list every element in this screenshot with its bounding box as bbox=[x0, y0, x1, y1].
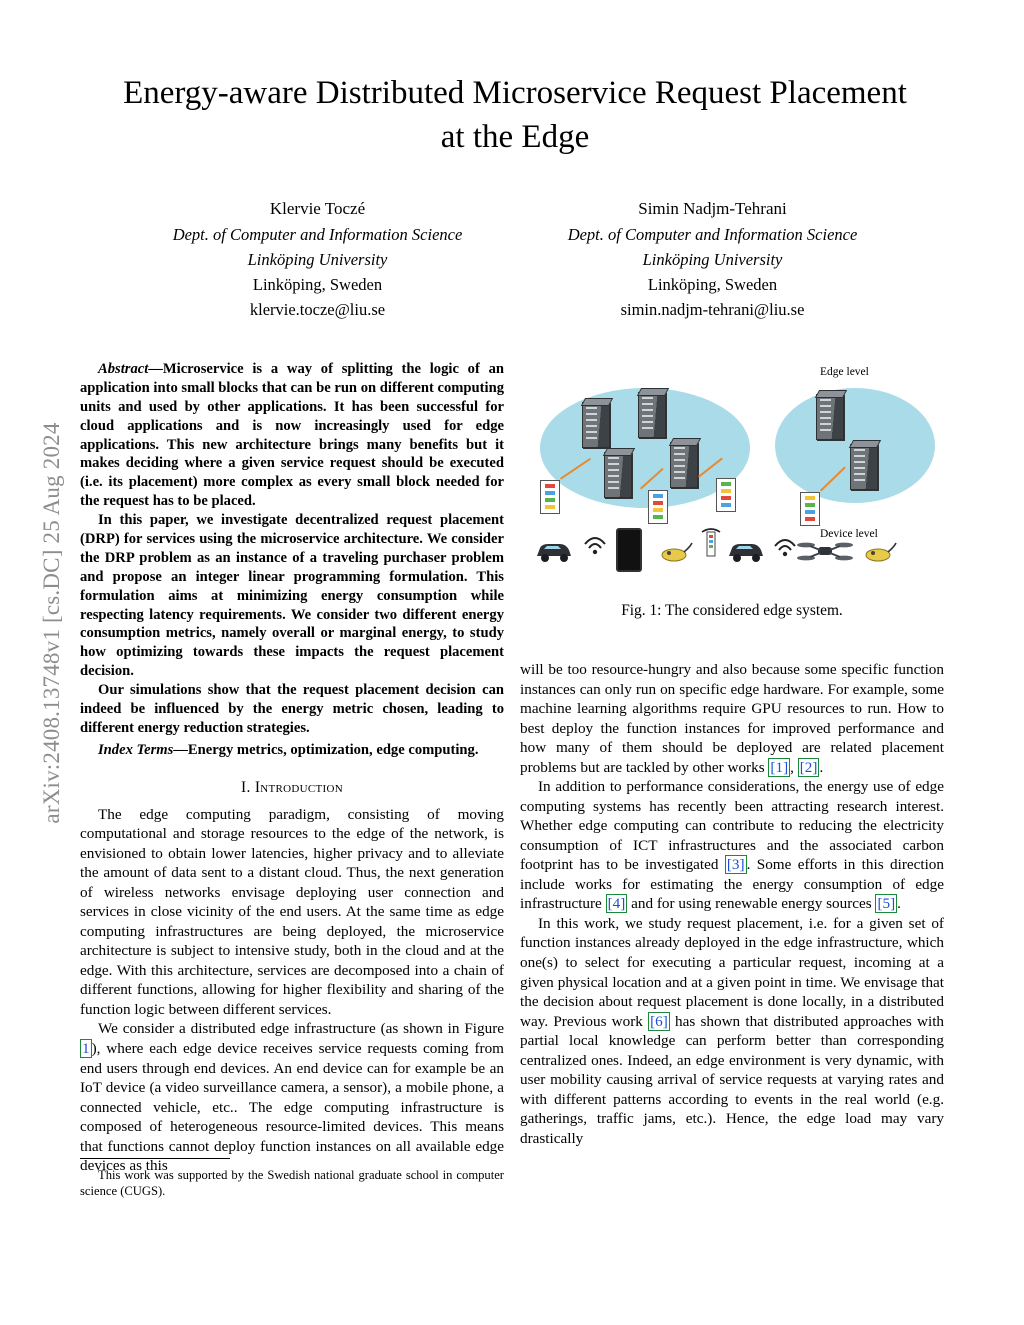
edge-server-node bbox=[670, 442, 698, 488]
car-icon bbox=[726, 538, 766, 564]
paragraph-intro-2: We consider a distributed edge infrastructure (as shown in Figure 1 ), where each edge device receives service requests coming from end users through end devices. An end device can for example be an IoT device (a video surveillance camera, a sensor), a mobile phone, a connected vehicle, etc.. The edge computing infrastructure is composed of heterogeneous resource-limited devices. This means that functions cannot deploy function instances on all available edge devices as this bbox=[80, 1020, 504, 1175]
page-title: Energy-aware Distributed Microservice Request Placement at the Edge bbox=[123, 75, 907, 155]
car-icon bbox=[534, 538, 574, 564]
section-number: I. bbox=[240, 778, 251, 796]
sensor-icon bbox=[660, 540, 694, 564]
abstract-label: Abstract bbox=[98, 361, 149, 377]
sensor-icon bbox=[864, 540, 898, 564]
author-location: Linköping, Sweden bbox=[252, 274, 383, 294]
author-dept: Dept. of Computer and Information Science bbox=[172, 224, 463, 244]
author-block-2 bbox=[533, 196, 893, 322]
author-location: Linköping, Sweden bbox=[647, 274, 778, 294]
citation-link[interactable]: [5] bbox=[877, 895, 896, 913]
edge-server-node bbox=[604, 452, 632, 498]
wifi-icon bbox=[772, 532, 798, 558]
paragraph-intro-1: The edge computing paradigm, consisting of moving computational and storage resources to the edge of the network, is envisioned to obtain lower latencies, higher privacy and to alleviate the amount of data sent to a distant cloud. Thus, the next generation of wireless networks envisage deploying user connection and services in close vicinity of the end users. At the same time as edge computing infrastructures are being deployed, the microservice architecture is subject to intensive study, both in the cloud and at the edge. With this architecture, services are decomposed into a chain of different functions, allowing for higher flexibility and sharing of the function logic between different services. bbox=[80, 805, 504, 1018]
wifi-icon bbox=[582, 530, 608, 556]
citation-link[interactable]: [6] bbox=[650, 1012, 668, 1030]
abstract: Abstract—Microservice is a way of splitting the logic of an application into small blocks that can be run on different computing units and used by other applications. It has been successful for cloud applications and is now increasingly used for edge applications. This new architecture brings many benefits but it makes deciding where a given service request should be executed (i.e. its placement) more complex as every small block needed for the request has to be placed. In this paper, we investigate decentralized request placement (DRP) for services using the microservice architecture. We consider the DRP problem as an instance of a traveling purchaser problem and propose an integer linear programming formulation. This formulation aims at minimizing energy consumption while respecting latency requirements. We consider two different energy consumption metrics, namely overall or marginal energy, to study how optimizing towards these impacts the request placement decision. Our simulations show that the request placement decision can indeed be influenced by the energy metric chosen, leading to different energy reduction strategies. bbox=[80, 361, 504, 736]
smartphone-icon bbox=[616, 528, 642, 572]
function-instance-tile bbox=[716, 478, 736, 512]
citation-link[interactable]: [4] bbox=[607, 895, 626, 913]
author-block-1 bbox=[138, 196, 498, 322]
author-name: Klervie Toczé bbox=[269, 199, 366, 218]
author-list bbox=[120, 196, 910, 322]
index-terms-label: Index Terms bbox=[98, 741, 174, 758]
column-right bbox=[520, 660, 944, 1148]
edge-server-node bbox=[816, 394, 844, 440]
author-university: Linköping University bbox=[247, 249, 388, 269]
citation-link[interactable]: [3] bbox=[726, 856, 745, 874]
footnote: This work was supported by the Swedish national graduate school in computer science (CUGS). bbox=[80, 1168, 504, 1198]
author-email: klervie.tocze@liu.se bbox=[249, 300, 386, 320]
drone-icon bbox=[796, 536, 854, 566]
column-left bbox=[80, 360, 504, 1176]
figure-reference-link[interactable]: 1 bbox=[82, 1039, 90, 1057]
function-instance-tile bbox=[540, 480, 560, 514]
edge-server-node bbox=[638, 392, 666, 438]
edge-server-node bbox=[850, 444, 878, 490]
paragraph-intro-5: In this work, we study request placement, i.e. for a given set of function instances already deployed in the edge infrastructure, which one(s) to select for executing a particular request, incoming at a given physical location and at a given point in time. We envisage that the decision about request placement is done locally, in a distributed way. Previous work [6] has shown that distributed approaches with partial local knowledge can perform better than corresponding centralized ones. Indeed, an edge environment is very dynamic, with user mobility causing arrival of service requests at varying rates and with different patterns according to events in the real world (e.g. gatherings, traffic jams, etc.). Hence, the edge load may vary drastically bbox=[520, 914, 945, 1147]
paragraph-intro-4: In addition to performance considerations, the energy use of edge computing systems has recently been attracting research interest. Whether edge computing can contribute to reducing the electricity consumption of ICT infrastructures and the associated carbon footprint has to be investigated [3] . Some efforts in this direction include works for estimating the energy consumption of edge infrastructure [4] and for using renewable energy sources [5] . bbox=[520, 778, 944, 913]
figure-1 bbox=[520, 360, 944, 620]
abstract-paragraph-2: In this paper, we investigate decentralized request placement (DRP) for services using the microservice architecture. We consider the DRP problem as an instance of a traveling purchaser problem and propose an integer linear programming formulation. This formulation aims at minimizing energy consumption while respecting latency requirements. We consider two different energy consumption metrics, namely overall or marginal energy, to study how optimizing towards these impacts the request placement decision. bbox=[80, 512, 504, 680]
edge-level-label: Edge level bbox=[820, 366, 869, 378]
function-instance-tile bbox=[800, 492, 820, 526]
abstract-paragraph-3: Our simulations show that the request placement decision can indeed be influenced by the energy metric chosen, leading to different energy reduction strategies. bbox=[80, 682, 504, 736]
figure-caption: Fig. 1: The considered edge system. bbox=[621, 602, 843, 619]
author-university: Linköping University bbox=[642, 249, 783, 269]
figure-canvas bbox=[520, 360, 944, 600]
author-name: Simin Nadjm-Tehrani bbox=[638, 199, 787, 218]
function-instance-tile bbox=[648, 490, 668, 524]
antenna-icon bbox=[698, 526, 724, 560]
section-heading-introduction bbox=[80, 778, 504, 798]
section-title: Introduction bbox=[254, 778, 344, 796]
citation-link[interactable]: [2] bbox=[799, 758, 818, 776]
device-level-label: Device level bbox=[820, 528, 878, 540]
index-terms-text: Energy metrics, optimization, edge computing. bbox=[187, 741, 479, 758]
abstract-paragraph-1: Microservice is a way of splitting the logic of an application into small blocks that can be run on different computing units and used by other applications. It has been successful for cloud applications and is now increasingly used for edge applications. This new architecture brings many benefits but it makes deciding where a given service request should be executed (i.e. its placement) more complex as every small block needed for the request has to be placed. bbox=[80, 361, 504, 510]
paragraph-intro-3: will be too resource-hungry and also because some specific function instances can only run on specific edge hardware. For example, some machine learning algorithms require GPU resources to run. How to best deploy the function instances for improved performance and how many of them should be deployed are related placement problems but are tackled by other works [1] , [2] . bbox=[520, 661, 944, 776]
author-email: simin.nadjm-tehrani@liu.se bbox=[620, 300, 805, 320]
arxiv-stamp: arXiv:2408.13748v1 [cs.DC] 25 Aug 2024 bbox=[39, 422, 64, 824]
footnote-divider bbox=[80, 1158, 230, 1159]
edge-server-node bbox=[582, 402, 610, 448]
author-dept: Dept. of Computer and Information Science bbox=[567, 224, 858, 244]
index-terms: Index Terms—Energy metrics, optimization, edge computing. bbox=[98, 741, 479, 758]
citation-link[interactable]: [1] bbox=[770, 758, 789, 776]
